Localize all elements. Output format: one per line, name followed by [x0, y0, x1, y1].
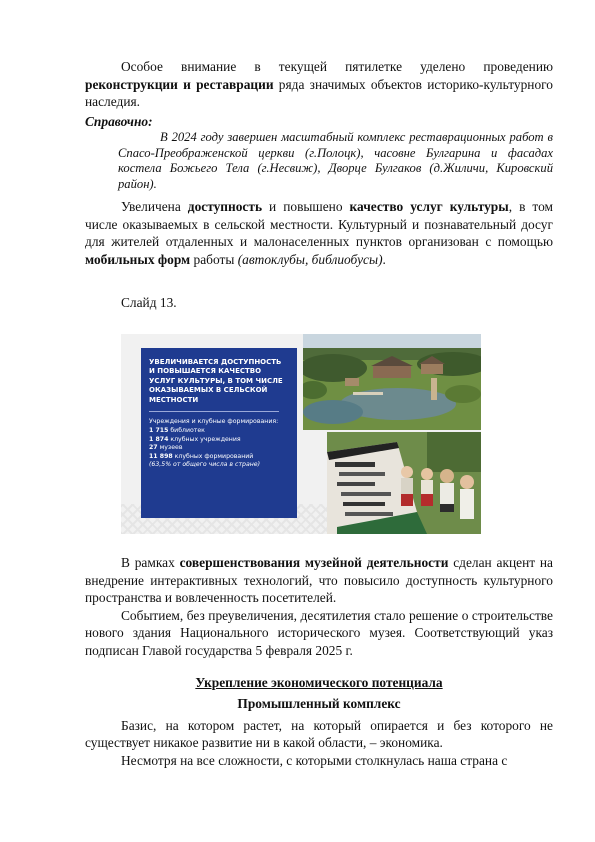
bold-span: мобильных форм [85, 251, 191, 267]
stat-number: 27 [149, 444, 158, 452]
paragraph-difficulties: Несмотря на все сложности, с которыми столкнулась наша страна с [121, 752, 508, 768]
paragraph-economy: Базис, на котором растет, на который опирается и без которого не существует никакое развитие ни в какой области, – экономика. [85, 717, 553, 751]
panel-divider [149, 411, 279, 412]
slide-image [121, 334, 481, 534]
bold-span: качество услуг культуры [349, 199, 509, 214]
stat-label: библиотек [168, 427, 205, 435]
stat-note [149, 461, 289, 470]
text-span: и повышено [262, 199, 350, 214]
section-heading: Укрепление экономического потенциала [195, 674, 443, 690]
children-books-photo-graphic [327, 432, 481, 534]
stat-row [149, 427, 289, 436]
slide-stats [149, 418, 289, 470]
stat-number: 1 874 [149, 435, 169, 443]
text-span: Увеличена [121, 199, 188, 214]
text-span: работы [190, 251, 238, 267]
bold-span: доступность [187, 199, 263, 214]
paragraph-accessibility [85, 198, 553, 268]
text-span: В рамках [121, 554, 180, 570]
subsection-heading: Промышленный комплекс [237, 696, 401, 712]
stat-number: 1 715 [149, 427, 169, 435]
paragraph-museum [85, 554, 553, 607]
document-body [85, 58, 553, 770]
stat-label: клубных формирований [172, 452, 254, 460]
reference-text: В 2024 году завершен масштабный комплекс реставрационных работ в Спасо-Преображенской церкви (г.Полоцк), часовне Булгарина и фасадах костела Божьего Тела (г.Несвиж), Дворце Булгаков (д.Жиличи, Кировский район). [118, 130, 553, 191]
stat-number: 11 898 [149, 452, 173, 460]
stat-note-text: (63,5% от общего числа в стране) [149, 461, 261, 469]
paragraph-restoration [85, 58, 553, 111]
estate-aerial-photo [303, 334, 481, 430]
children-books-photo [327, 432, 481, 534]
text-span: , в том числе оказываемых в сельской местности. Культурный и познавательный досуг для жителей отдаленных и малонаселенных пунктов организован с помощью [85, 199, 553, 250]
stats-heading: Учреждения и клубные формирования: [149, 418, 279, 426]
paragraph-national-museum: Событием, без преувеличения, десятилетия стало решение о строительстве нового здания Национального исторического музея. Соответствующий указ подписан Главой государства 5 февраля 2025 г. [85, 607, 553, 658]
stat-label: музеев [157, 444, 183, 452]
slide-info-panel [141, 348, 297, 518]
reference-label: Справочно: [85, 113, 153, 129]
bold-span: совершенствования музейной деятельности [179, 554, 449, 570]
italic-span: (автоклубы, библиобусы) [237, 251, 383, 267]
slide-title: УВЕЛИЧИВАЕТСЯ ДОСТУПНОСТЬ И ПОВЫШАЕТСЯ КАЧЕСТВО УСЛУГ КУЛЬТУРЫ, В ТОМ ЧИСЛЕ ОКАЗЫВАЕМЫХ В СЕЛЬСКОЙ МЕСТНОСТИ [149, 357, 283, 404]
estate-aerial-photo-graphic [303, 334, 481, 430]
slide-label: Слайд 13. [121, 295, 177, 311]
bold-span: реконструкции и реставрации [85, 76, 274, 92]
text-span: сделан акцент на внедрение интерактивных технологий, что повысило доступность культурного пространства и вовлеченность посетителей. [85, 554, 553, 606]
stat-row [149, 444, 289, 453]
text-span: . [382, 251, 386, 267]
stat-row [149, 436, 289, 445]
text-span: Особое внимание в текущей пятилетке уделено проведению [121, 59, 553, 74]
stat-label: клубных учреждения [168, 435, 241, 443]
text-span: ряда значимых объектов историко-культурного наследия. [85, 76, 553, 110]
